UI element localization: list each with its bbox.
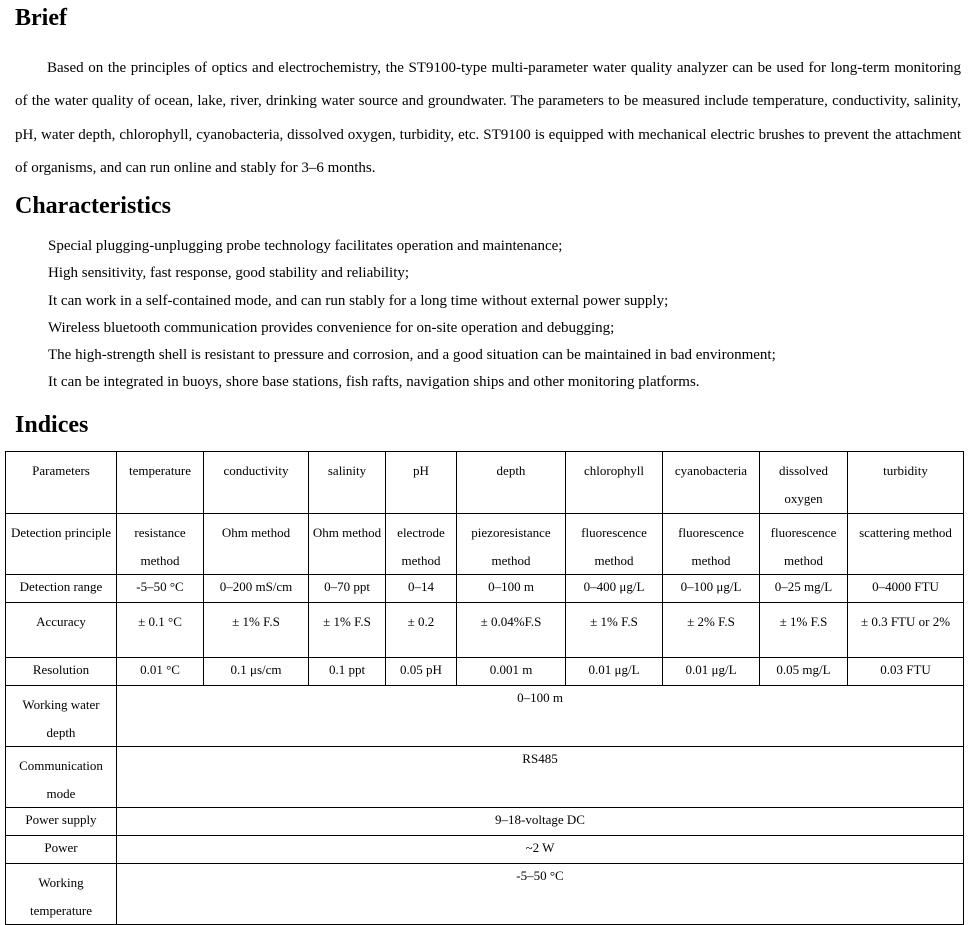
row-label: Detection range [6, 575, 117, 603]
table-cell: 0.01 μg/L [566, 658, 663, 686]
table-cell: -5–50 °C [117, 575, 204, 603]
characteristic-item: Wireless bluetooth communication provides convenience for on-site operation and debugging; [48, 319, 615, 336]
table-cell: 0.01 μg/L [663, 658, 760, 686]
table-cell: 0.1 ppt [309, 658, 386, 686]
table-cell: resistance method [117, 514, 204, 575]
indices-table [5, 451, 964, 925]
table-cell: 0–70 ppt [309, 575, 386, 603]
table-cell: ± 1% F.S [204, 603, 309, 658]
depth-accuracy-value: ± 0.04%F.S [480, 614, 542, 629]
header-cell: depth [457, 452, 566, 514]
section-heading-indices: Indices [15, 412, 89, 438]
table-cell: ± 1% F.S [309, 603, 386, 658]
table-cell-span: 9–18-voltage DC [117, 808, 964, 836]
characteristic-item: High sensitivity, fast response, good stability and reliability; [48, 265, 410, 282]
table-row [6, 514, 964, 575]
brief-text: Based on the principles of optics and electrochemistry, the ST9100-type multi-parameter water quality analyzer can be used for long-term monitoring of the water quality of ocean, lake, river, drinking water source and groundwater. The parameters to be measured include temperature, conductivity, salinity, pH, water depth, chlorophyll, cyanobacteria, dissolved oxygen, turbidity, etc. ST9100 is equipped with mechanical electric brushes to prevent the attachment of organisms, and can run online and stably for 3–6 months. [15, 60, 961, 176]
table-cell: 0–400 μg/L [566, 575, 663, 603]
row-label: Detection principle [6, 514, 117, 575]
characteristic-item: It can be integrated in buoys, shore base stations, fish rafts, navigation ships and other monitoring platforms. [48, 374, 700, 391]
table-cell: 0.001 m [457, 658, 566, 686]
table-row [6, 747, 964, 808]
row-label: Power [6, 836, 117, 864]
table-cell: ± 1% F.S [566, 603, 663, 658]
row-label: Working water depth [6, 686, 117, 747]
table-cell: electrode method [386, 514, 457, 575]
row-label: Working temperature [6, 864, 117, 925]
table-cell: Ohm method [309, 514, 386, 575]
characteristics-list [48, 234, 776, 398]
table-cell: 0.05 pH [386, 658, 457, 686]
table-row [6, 864, 964, 925]
table-cell: 0.01 °C [117, 658, 204, 686]
table-cell-span: ~2 W [117, 836, 964, 864]
header-cell: cyanobacteria [663, 452, 760, 514]
row-label: Power supply [6, 808, 117, 836]
table-header-row [6, 452, 964, 514]
table-row [6, 575, 964, 603]
table-cell: 0–100 μg/L [663, 575, 760, 603]
header-cell: temperature [117, 452, 204, 514]
table-cell: ± 0.1 °C [117, 603, 204, 658]
section-heading-characteristics: Characteristics [15, 193, 171, 219]
table-cell: 0–200 mS/cm [204, 575, 309, 603]
table-cell: Ohm method [204, 514, 309, 575]
table-row [6, 836, 964, 864]
table-cell: fluorescence method [760, 514, 848, 575]
table-cell: 0.03 FTU [848, 658, 964, 686]
table-cell: 0.1 μs/cm [204, 658, 309, 686]
table-row [6, 686, 964, 747]
table-row [6, 808, 964, 836]
table-cell: 0.05 mg/L [760, 658, 848, 686]
header-cell: turbidity [848, 452, 964, 514]
table-cell: ± 0.2 [386, 603, 457, 658]
table-row [6, 603, 964, 658]
row-label: Communication mode [6, 747, 117, 808]
header-cell: chlorophyll [566, 452, 663, 514]
table-cell: fluorescence method [663, 514, 760, 575]
table-cell: 0–100 m [457, 575, 566, 603]
table-cell-span: -5–50 °C [117, 864, 964, 925]
table-cell [457, 603, 566, 658]
header-cell: pH [386, 452, 457, 514]
table-cell: fluorescence method [566, 514, 663, 575]
table-cell: ± 2% F.S [663, 603, 760, 658]
brief-paragraph [15, 52, 961, 185]
table-row [6, 658, 964, 686]
table-cell: 0–4000 FTU [848, 575, 964, 603]
characteristic-item: The high-strength shell is resistant to pressure and corrosion, and a good situation can be maintained in bad environment; [48, 347, 776, 364]
table-cell: 0–14 [386, 575, 457, 603]
header-cell: Parameters [6, 452, 117, 514]
characteristic-item: Special plugging-unplugging probe technology facilitates operation and maintenance; [48, 238, 563, 254]
section-heading-brief: Brief [15, 5, 67, 31]
table-cell: piezoresistance method [457, 514, 566, 575]
header-cell: dissolved oxygen [760, 452, 848, 514]
header-cell: salinity [309, 452, 386, 514]
table-cell: ± 0.3 FTU or 2% [848, 603, 964, 658]
table-cell: ± 1% F.S [760, 603, 848, 658]
table-cell: scattering method [848, 514, 964, 575]
header-cell: conductivity [204, 452, 309, 514]
table-cell-span: RS485 [117, 747, 964, 808]
characteristic-item: It can work in a self-contained mode, and can run stably for a long time without external power supply; [48, 292, 669, 309]
row-label: Resolution [6, 658, 117, 686]
row-label: Accuracy [6, 603, 117, 658]
table-cell-span: 0–100 m [117, 686, 964, 747]
table-cell: 0–25 mg/L [760, 575, 848, 603]
